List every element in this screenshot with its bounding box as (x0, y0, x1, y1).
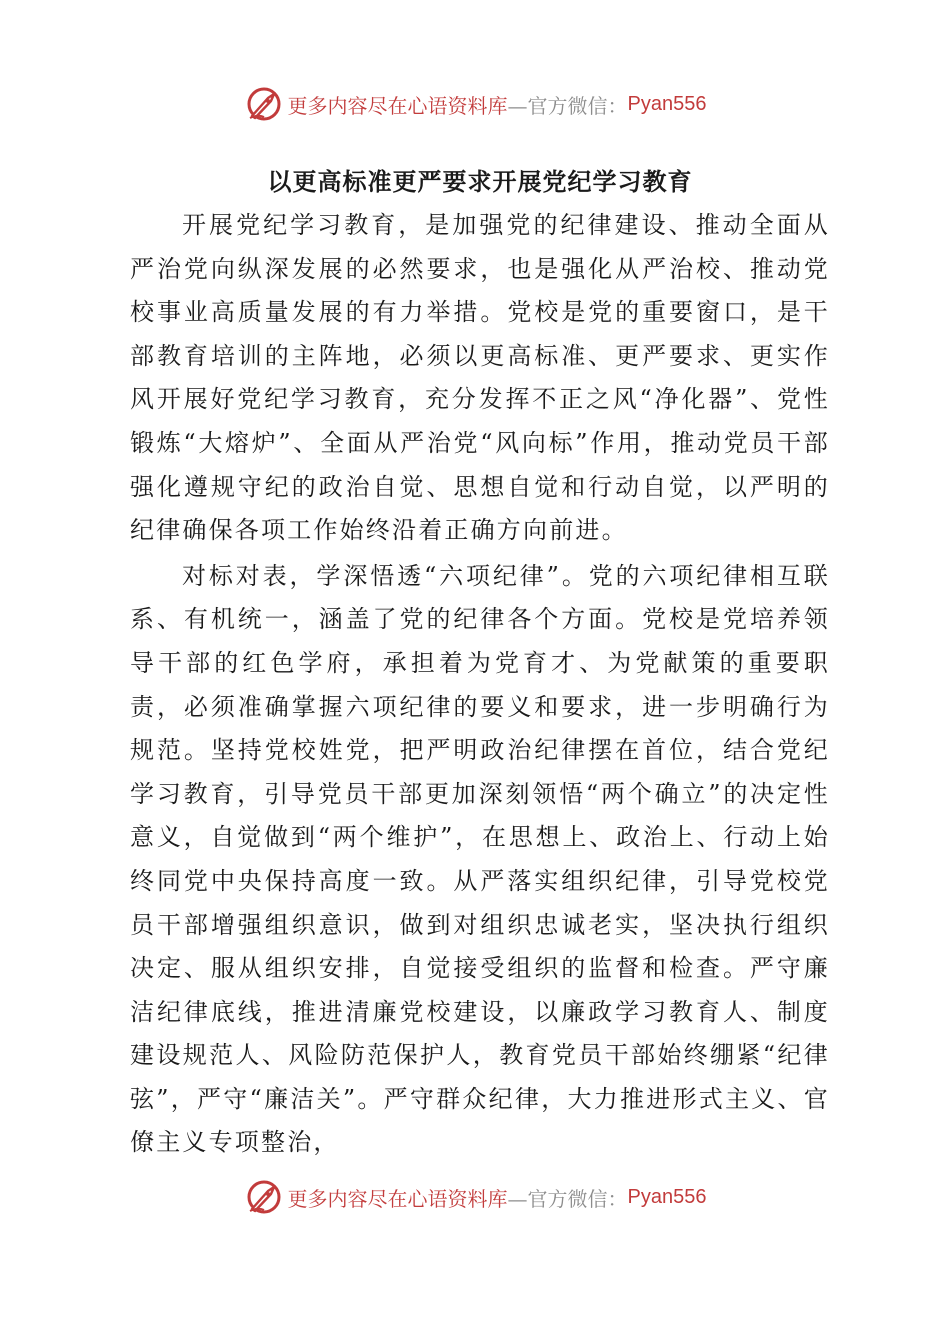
document-paragraph-1: 开展党纪学习教育，是加强党的纪律建设、推动全面从严治党向纵深发展的必然要求，也是强化从严治校、推动党校事业高质量发展的有力举措。党校是党的重要窗口，是干部教育培训的主阵地，必须以更高标准、更严要求、更实作风开展好党纪学习教育，充分发挥不正之风“净化器”、党性锻炼“大熔炉”、全面从严治党“风向标”作用，推动党员干部强化遵规守纪的政治自觉、思想自觉和行动自觉，以严明的纪律确保各项工作始终沿着正确方向前进。 (130, 211, 830, 545)
watermark-contact-label: —官方微信： (507, 93, 628, 118)
watermark-contact-label: —官方微信： (507, 1186, 628, 1211)
pen-nib-logo-icon (244, 1177, 284, 1217)
watermark-brand-text: 更多内容尽在心语资料库 (287, 93, 508, 118)
header-watermark-banner (0, 79, 950, 129)
pen-nib-logo-icon (244, 84, 284, 124)
watermark-wechat-handle: Pyan556 (627, 1185, 707, 1208)
footer-watermark-banner (0, 1172, 950, 1222)
document-body (130, 160, 830, 1165)
document-paragraph-2: 对标对表，学深悟透“六项纪律”。党的六项纪律相互联系、有机统一，涵盖了党的纪律各个方面。党校是党培养领导干部的红色学府，承担着为党育才、为党献策的重要职责，必须准确掌握六项纪律的要义和要求，进一步明确行为规范。坚持党校姓党，把严明政治纪律摆在首位，结合党纪学习教育，引导党员干部更加深刻领悟“两个确立”的决定性意义，自觉做到“两个维护”，在思想上、政治上、行动上始终同党中央保持高度一致。从严落实组织纪律，引导党校党员干部增强组织意识，做到对组织忠诚老实，坚决执行组织决定、服从组织安排，自觉接受组织的监督和检查。严守廉洁纪律底线，推进清廉党校建设，以廉政学习教育人、制度建设规范人、风险防范保护人，教育党员干部始终绷紧“纪律弦”，严守“廉洁关”。严守群众纪律，大力推进形式主义、官僚主义专项整治， (130, 561, 830, 1157)
document-title: 以更高标准更严要求开展党纪学习教育 (267, 167, 693, 196)
watermark-brand-text: 更多内容尽在心语资料库 (287, 1186, 508, 1211)
watermark-wechat-handle: Pyan556 (627, 92, 707, 115)
